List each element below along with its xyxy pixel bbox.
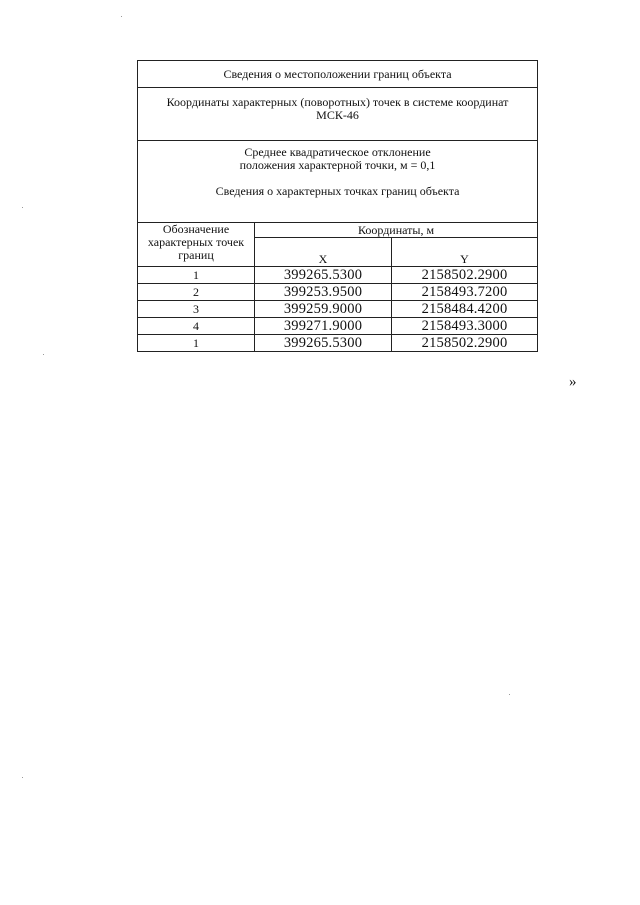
table-row [138,301,538,318]
coordinate-system-text: Координаты характерных (поворотных) точек в системе координат [166,95,509,109]
point-number: 4 [138,318,255,335]
point-number: 3 [138,301,255,318]
y-coordinate: 2158493.7200 [392,284,538,301]
scan-speck [509,694,510,695]
x-coordinate: 399271.9000 [255,318,392,335]
closing-quote-mark: » [569,374,577,390]
boundary-coordinates-table [137,60,538,352]
y-coordinate: 2158484.4200 [392,301,538,318]
y-coordinate: 2158493.3000 [392,318,538,335]
point-number: 2 [138,284,255,301]
y-column-header: Y [392,238,538,267]
point-header-line-2: характерных точек [147,235,245,249]
point-header-line-3: границ [178,248,214,262]
table-row [138,318,538,335]
table-row [138,267,538,284]
x-coordinate: 399265.5300 [255,267,392,284]
coordinate-system-cell [138,88,538,141]
scan-speck [22,207,23,208]
coordinates-header: Координаты, м [255,223,538,238]
accuracy-label: Среднее квадратическое отклонение [244,145,431,159]
point-header-line-1: Обозначение [162,222,230,236]
scan-speck [43,354,44,355]
x-coordinate: 399253.9500 [255,284,392,301]
coordinate-system-name: МСК-46 [316,108,359,122]
point-number: 1 [138,267,255,284]
points-section-heading: Сведения о характерных точках границ объекта [215,184,460,198]
accuracy-value: положения характерной точки, м = 0,1 [239,158,436,172]
table-title: Сведения о местоположении границ объекта [138,61,538,88]
y-coordinate: 2158502.2900 [392,335,538,352]
x-coordinate: 399265.5300 [255,335,392,352]
x-column-header: X [255,238,392,267]
scan-speck [121,16,122,17]
accuracy-cell [138,141,538,223]
x-coordinate: 399259.9000 [255,301,392,318]
point-designation-header [138,223,255,267]
y-coordinate: 2158502.2900 [392,267,538,284]
table-row [138,335,538,352]
scan-speck [22,777,23,778]
table-row [138,284,538,301]
point-number: 1 [138,335,255,352]
